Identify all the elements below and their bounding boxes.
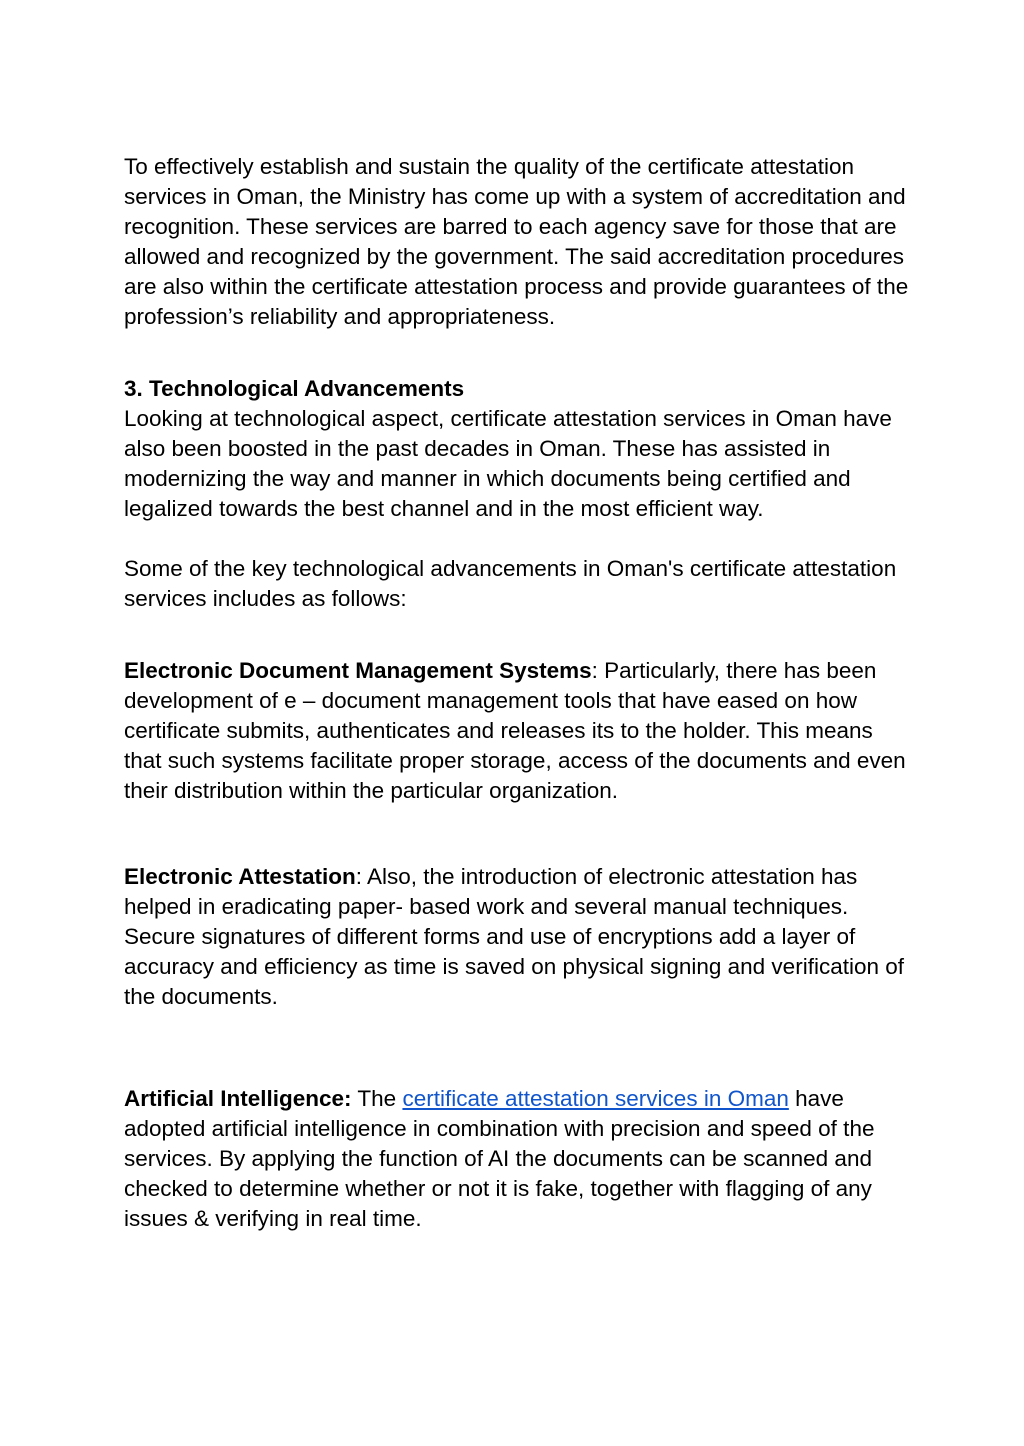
section-paragraph: Looking at technological aspect, certificate attestation services in Oman have also been boosted in the past decades in Oman. These has assisted in modernizing the way and manner in which documents being certified and legalized towards the best channel and in the most efficient way. [124,406,892,521]
item-attestation-text: : Also, the introduction of electronic attestation has helped in eradicating paper- based work and several manual techniques. Secure signatures of different forms and use of encryptions add a layer of accuracy and efficiency as time is saved on physical signing and verification of the documents. [124,864,904,1009]
spacer [124,614,914,656]
spacer [124,1012,914,1084]
item-ai [124,1084,914,1234]
intro-paragraph: To effectively establish and sustain the quality of the certificate attestation services in Oman, the Ministry has come up with a system of accreditation and recognition. These services are barred to each agency save for those that are allowed and recognized by the government. The said accreditation procedures are also within the certificate attestation process and provide guarantees of the profession’s reliability and appropriateness. [124,154,909,329]
item-ai-term: Artificial Intelligence: [124,1086,352,1111]
section-heading: 3. Technological Advancements [124,376,465,401]
item-attestation-term: Electronic Attestation [124,864,356,889]
item-edms-text: : Particularly, there has been development of e – document management tools that have eased on how certificate submits, authenticates and releases its to the holder. This means that such systems facilitate proper storage, access of the documents and even their distribution within the particular organization. [124,658,906,803]
item-ai-text-before: The [351,1086,403,1111]
item-ai-text-after: have adopted artificial intelligence in combination with precision and speed of the services. By applying the function of AI the documents can be scanned and checked to determine whether or not it is fake, together with flagging of any issues & verifying in real time. [124,1086,875,1231]
item-edms-term: Electronic Document Management Systems [124,658,592,683]
attestation-services-link[interactable]: certificate attestation services in Oman [402,1086,789,1111]
section-lead: Some of the key technological advancements in Oman's certificate attestation services includes as follows: [124,556,897,611]
item-edms [124,656,914,806]
spacer [124,524,914,554]
spacer [124,332,914,374]
item-attestation [124,862,914,1012]
spacer [124,806,914,862]
document-page [124,152,914,1234]
